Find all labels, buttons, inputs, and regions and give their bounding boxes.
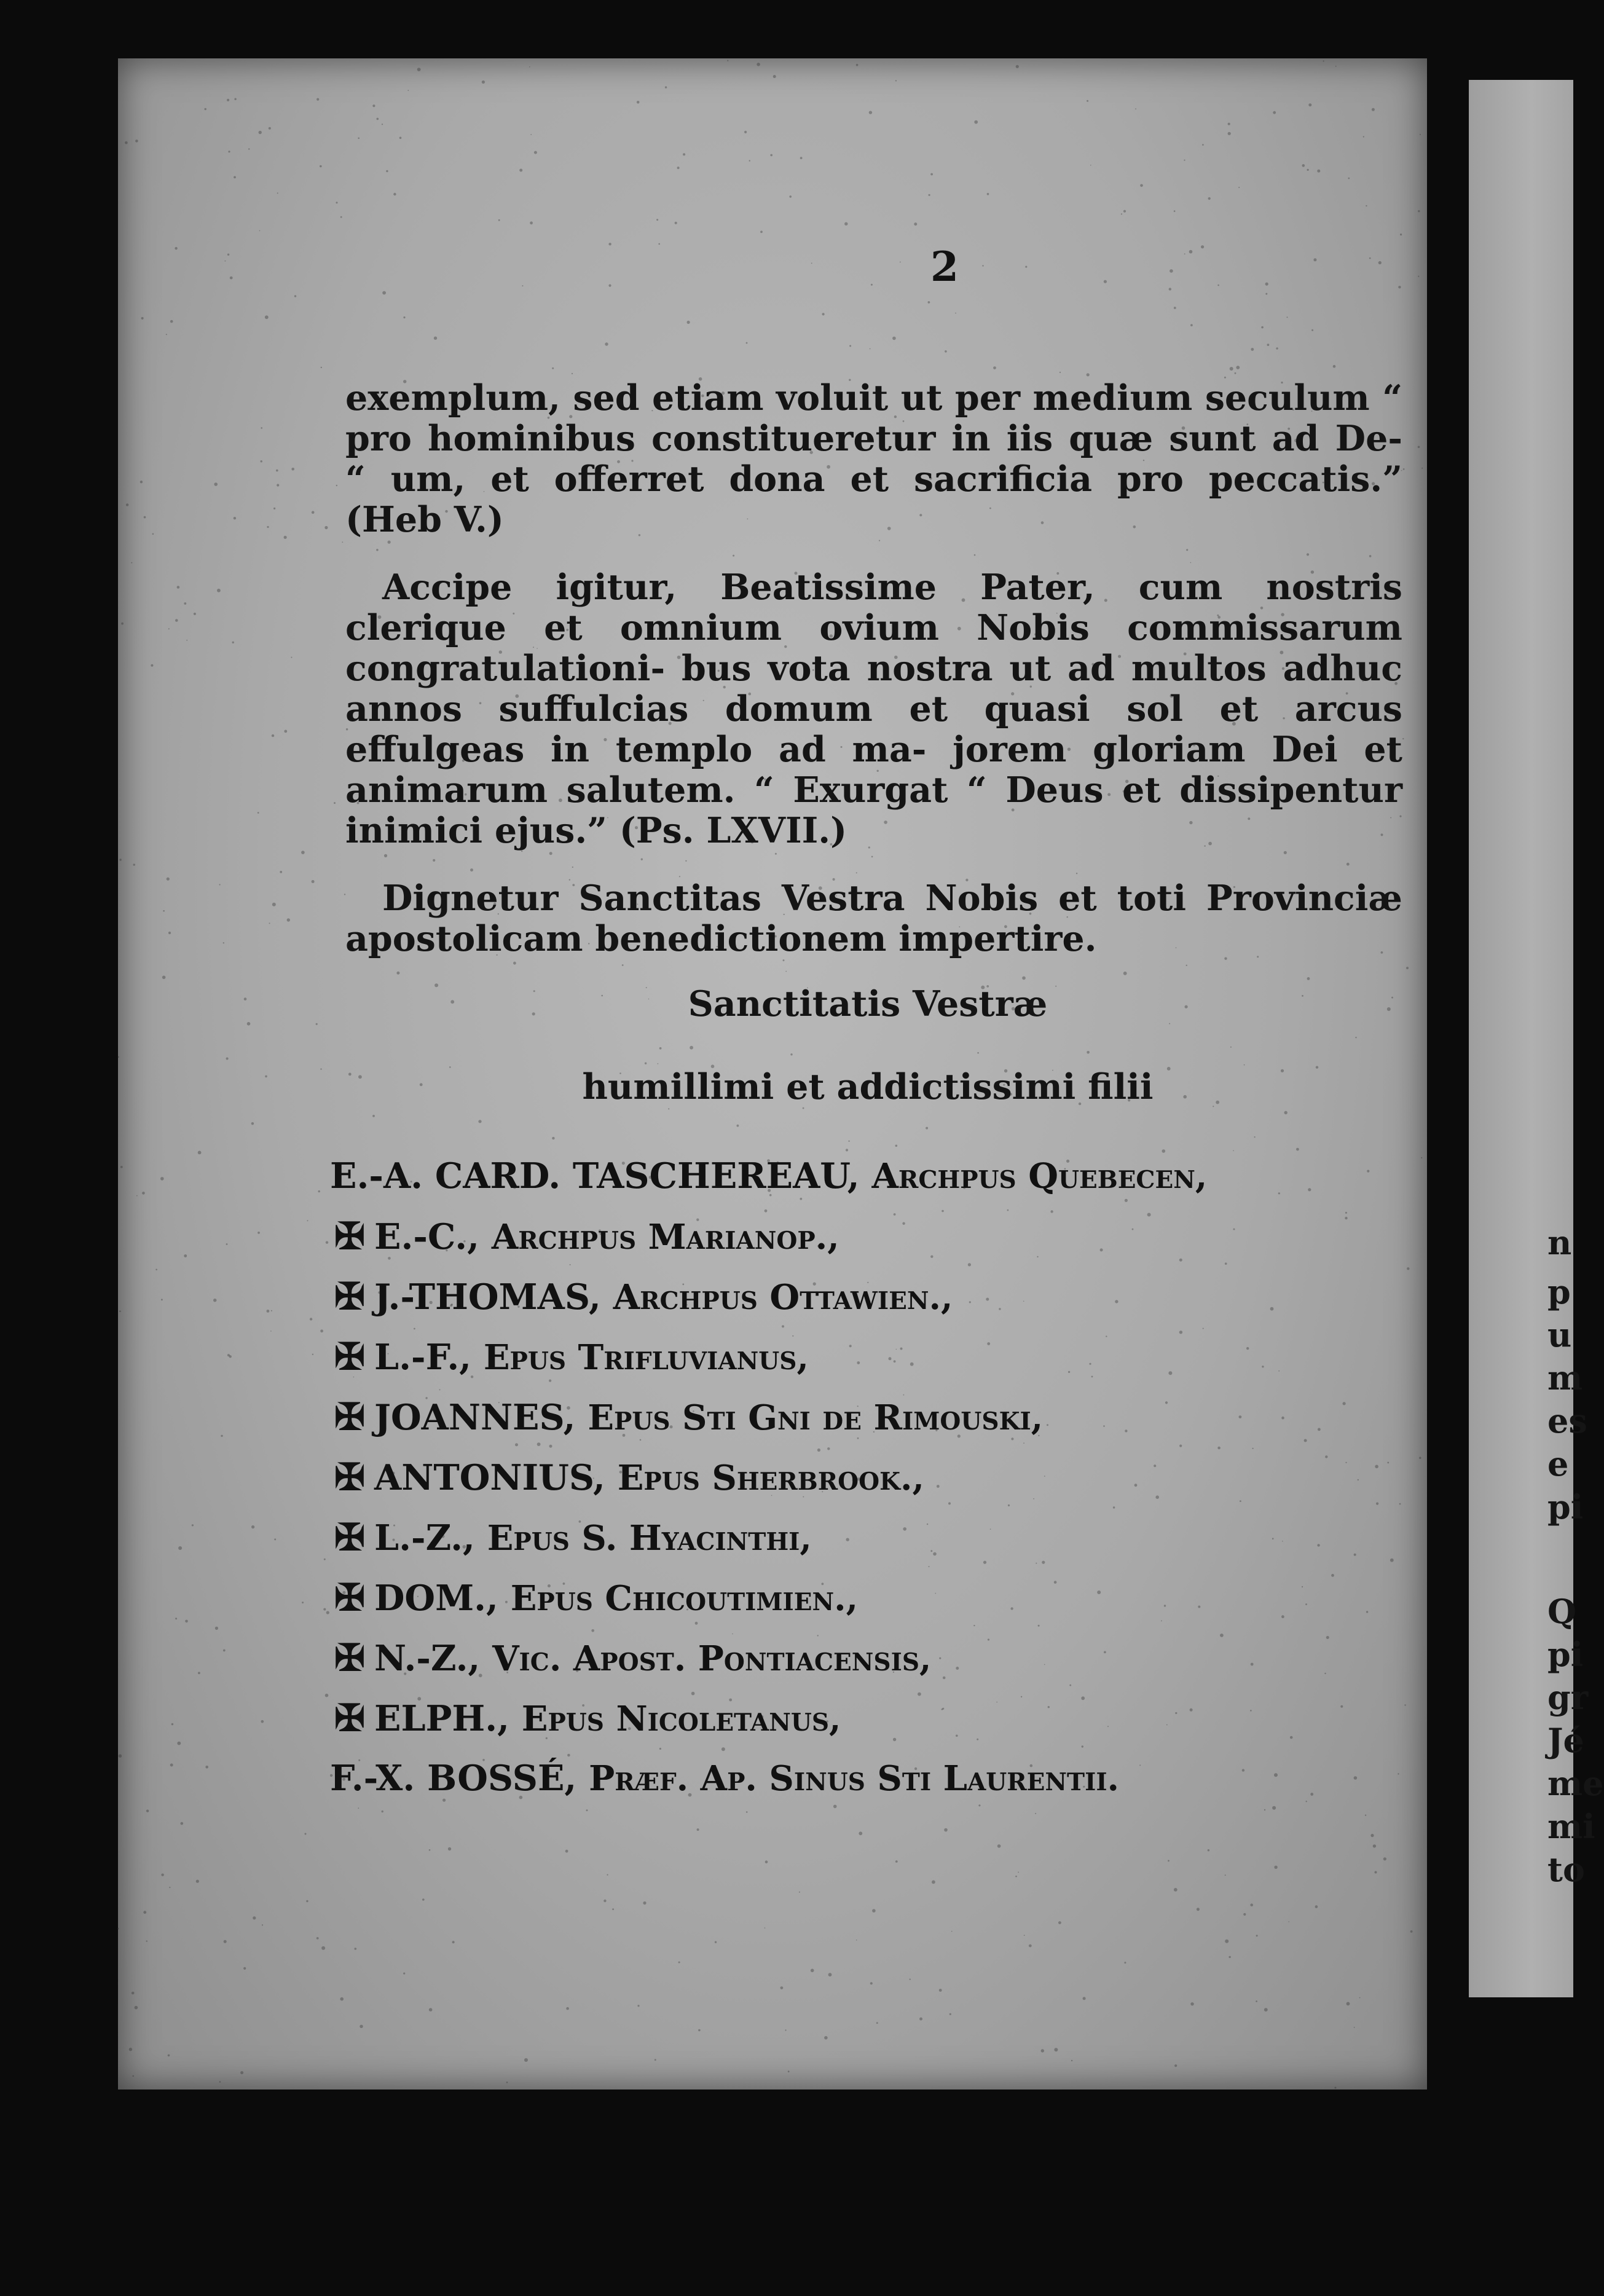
- signatory-title: Vic. Apost. Pontiacensis,: [492, 1638, 932, 1679]
- signatory-title: Epus Sti Gni de Rimouski,: [588, 1398, 1044, 1438]
- page-number: 2: [930, 243, 959, 291]
- signatory-name: L.-Z.,: [374, 1517, 487, 1559]
- signature-line: [330, 1628, 1412, 1688]
- signature-line: [330, 1206, 1412, 1267]
- signature-list: [330, 1146, 1412, 1809]
- signatory-title: Archpus Marianop.,: [491, 1217, 839, 1257]
- body-text: [345, 378, 1402, 986]
- episcopal-cross-icon: ✠: [334, 1697, 366, 1740]
- signatory-title: Archpus Ottawien.,: [613, 1277, 953, 1318]
- adjacent-page-text-fragment: pi: [1547, 1487, 1584, 1527]
- signatory-name: L.-F.,: [374, 1337, 484, 1378]
- adjacent-page-text-fragment: pi: [1547, 1635, 1584, 1674]
- signatory-name: JOANNES,: [374, 1397, 588, 1438]
- signature-line: [330, 1508, 1412, 1568]
- episcopal-cross-icon: ✠: [334, 1456, 366, 1499]
- episcopal-cross-icon: ✠: [334, 1516, 366, 1559]
- signatory-name: DOM.,: [374, 1578, 511, 1619]
- adjacent-page-text-fragment: me: [1547, 1764, 1604, 1803]
- adjacent-page-text-fragment: u: [1547, 1315, 1572, 1354]
- signatory-title: Præf. Ap. Sinus Sti Laurentii.: [589, 1758, 1120, 1799]
- episcopal-cross-icon: ✠: [334, 1335, 366, 1378]
- signature-line: [330, 1267, 1412, 1327]
- adjacent-page-text-fragment: m: [1547, 1358, 1583, 1398]
- signatory-name: N.-Z.,: [374, 1638, 493, 1679]
- signatory-name: ANTONIUS,: [374, 1457, 618, 1498]
- adjacent-page-text-fragment: Jé: [1547, 1721, 1584, 1760]
- adjacent-page-text-fragment: gr: [1547, 1678, 1589, 1717]
- adjacent-page-text-fragment: p: [1547, 1272, 1571, 1311]
- signatory-title: Epus Trifluvianus,: [483, 1337, 809, 1378]
- paragraph-1: exemplum, sed etiam voluit ut per medium seculum “ pro hominibus constitueretur in iis quæ sunt ad De- “ um, et offerret dona et sacrificia pro peccatis.” (Heb V.): [345, 377, 1402, 540]
- signatory-title: Epus S. Hyacinthi,: [487, 1518, 812, 1559]
- signatory-title: Epus Nicoletanus,: [521, 1699, 841, 1739]
- episcopal-cross-icon: ✠: [334, 1215, 366, 1258]
- episcopal-cross-icon: ✠: [334, 1637, 366, 1680]
- signatory-title: Epus Chicoutimien.,: [510, 1578, 859, 1619]
- adjacent-page-text-fragment: e: [1547, 1444, 1569, 1484]
- episcopal-cross-icon: ✠: [334, 1275, 366, 1318]
- signatory-name: E.-A. CARD. TASCHEREAU,: [330, 1155, 872, 1197]
- document-page: [118, 58, 1427, 2090]
- signature-line: [330, 1447, 1412, 1508]
- signature-line: [330, 1387, 1412, 1447]
- adjacent-page-text-fragment: n: [1547, 1223, 1572, 1262]
- signatory-name: F.-X. BOSSÉ,: [330, 1758, 589, 1799]
- signatory-title: Epus Sherbrook.,: [617, 1458, 925, 1498]
- signature-line: [330, 1748, 1412, 1809]
- signatory-name: ELPH.,: [374, 1698, 522, 1739]
- episcopal-cross-icon: ✠: [334, 1576, 366, 1619]
- paragraph-3: Dignetur Sanctitas Vestra Nobis et toti Provinciæ apostolicam benedictionem impertire.: [345, 878, 1402, 959]
- closing-line: humillimi et addictissimi filii: [582, 1066, 1154, 1107]
- salutation: Sanctitatis Vestræ: [688, 983, 1048, 1024]
- adjacent-page-text-fragment: es: [1547, 1401, 1587, 1441]
- signature-line: [330, 1327, 1412, 1387]
- adjacent-page-text-fragment: to: [1547, 1850, 1585, 1889]
- episcopal-cross-icon: ✠: [334, 1396, 366, 1439]
- signature-line: [330, 1568, 1412, 1628]
- signatory-name: E.-C.,: [374, 1216, 492, 1257]
- signatory-name: J.-THOMAS,: [374, 1276, 613, 1318]
- adjacent-page-text-fragment: mi: [1547, 1807, 1595, 1846]
- signature-line: [330, 1688, 1412, 1748]
- adjacent-page-text-fragment: Q: [1547, 1592, 1577, 1631]
- signatory-title: Archpus Quebecen,: [871, 1156, 1208, 1197]
- adjacent-page-edge: [1469, 80, 1604, 1997]
- paragraph-2: Accipe igitur, Beatissime Pater, cum nostris clerique et omnium ovium Nobis commissarum congratulationi- bus vota nostra ut ad multos adhuc annos suffulcias domum et quasi sol et arcus effulgeas in templo ad ma- jorem gloriam Dei et animarum salutem. “ Exurgat “ Deus et dissipentur inimici ejus.” (Ps. LXVII.): [345, 567, 1402, 851]
- signature-line: [330, 1146, 1412, 1206]
